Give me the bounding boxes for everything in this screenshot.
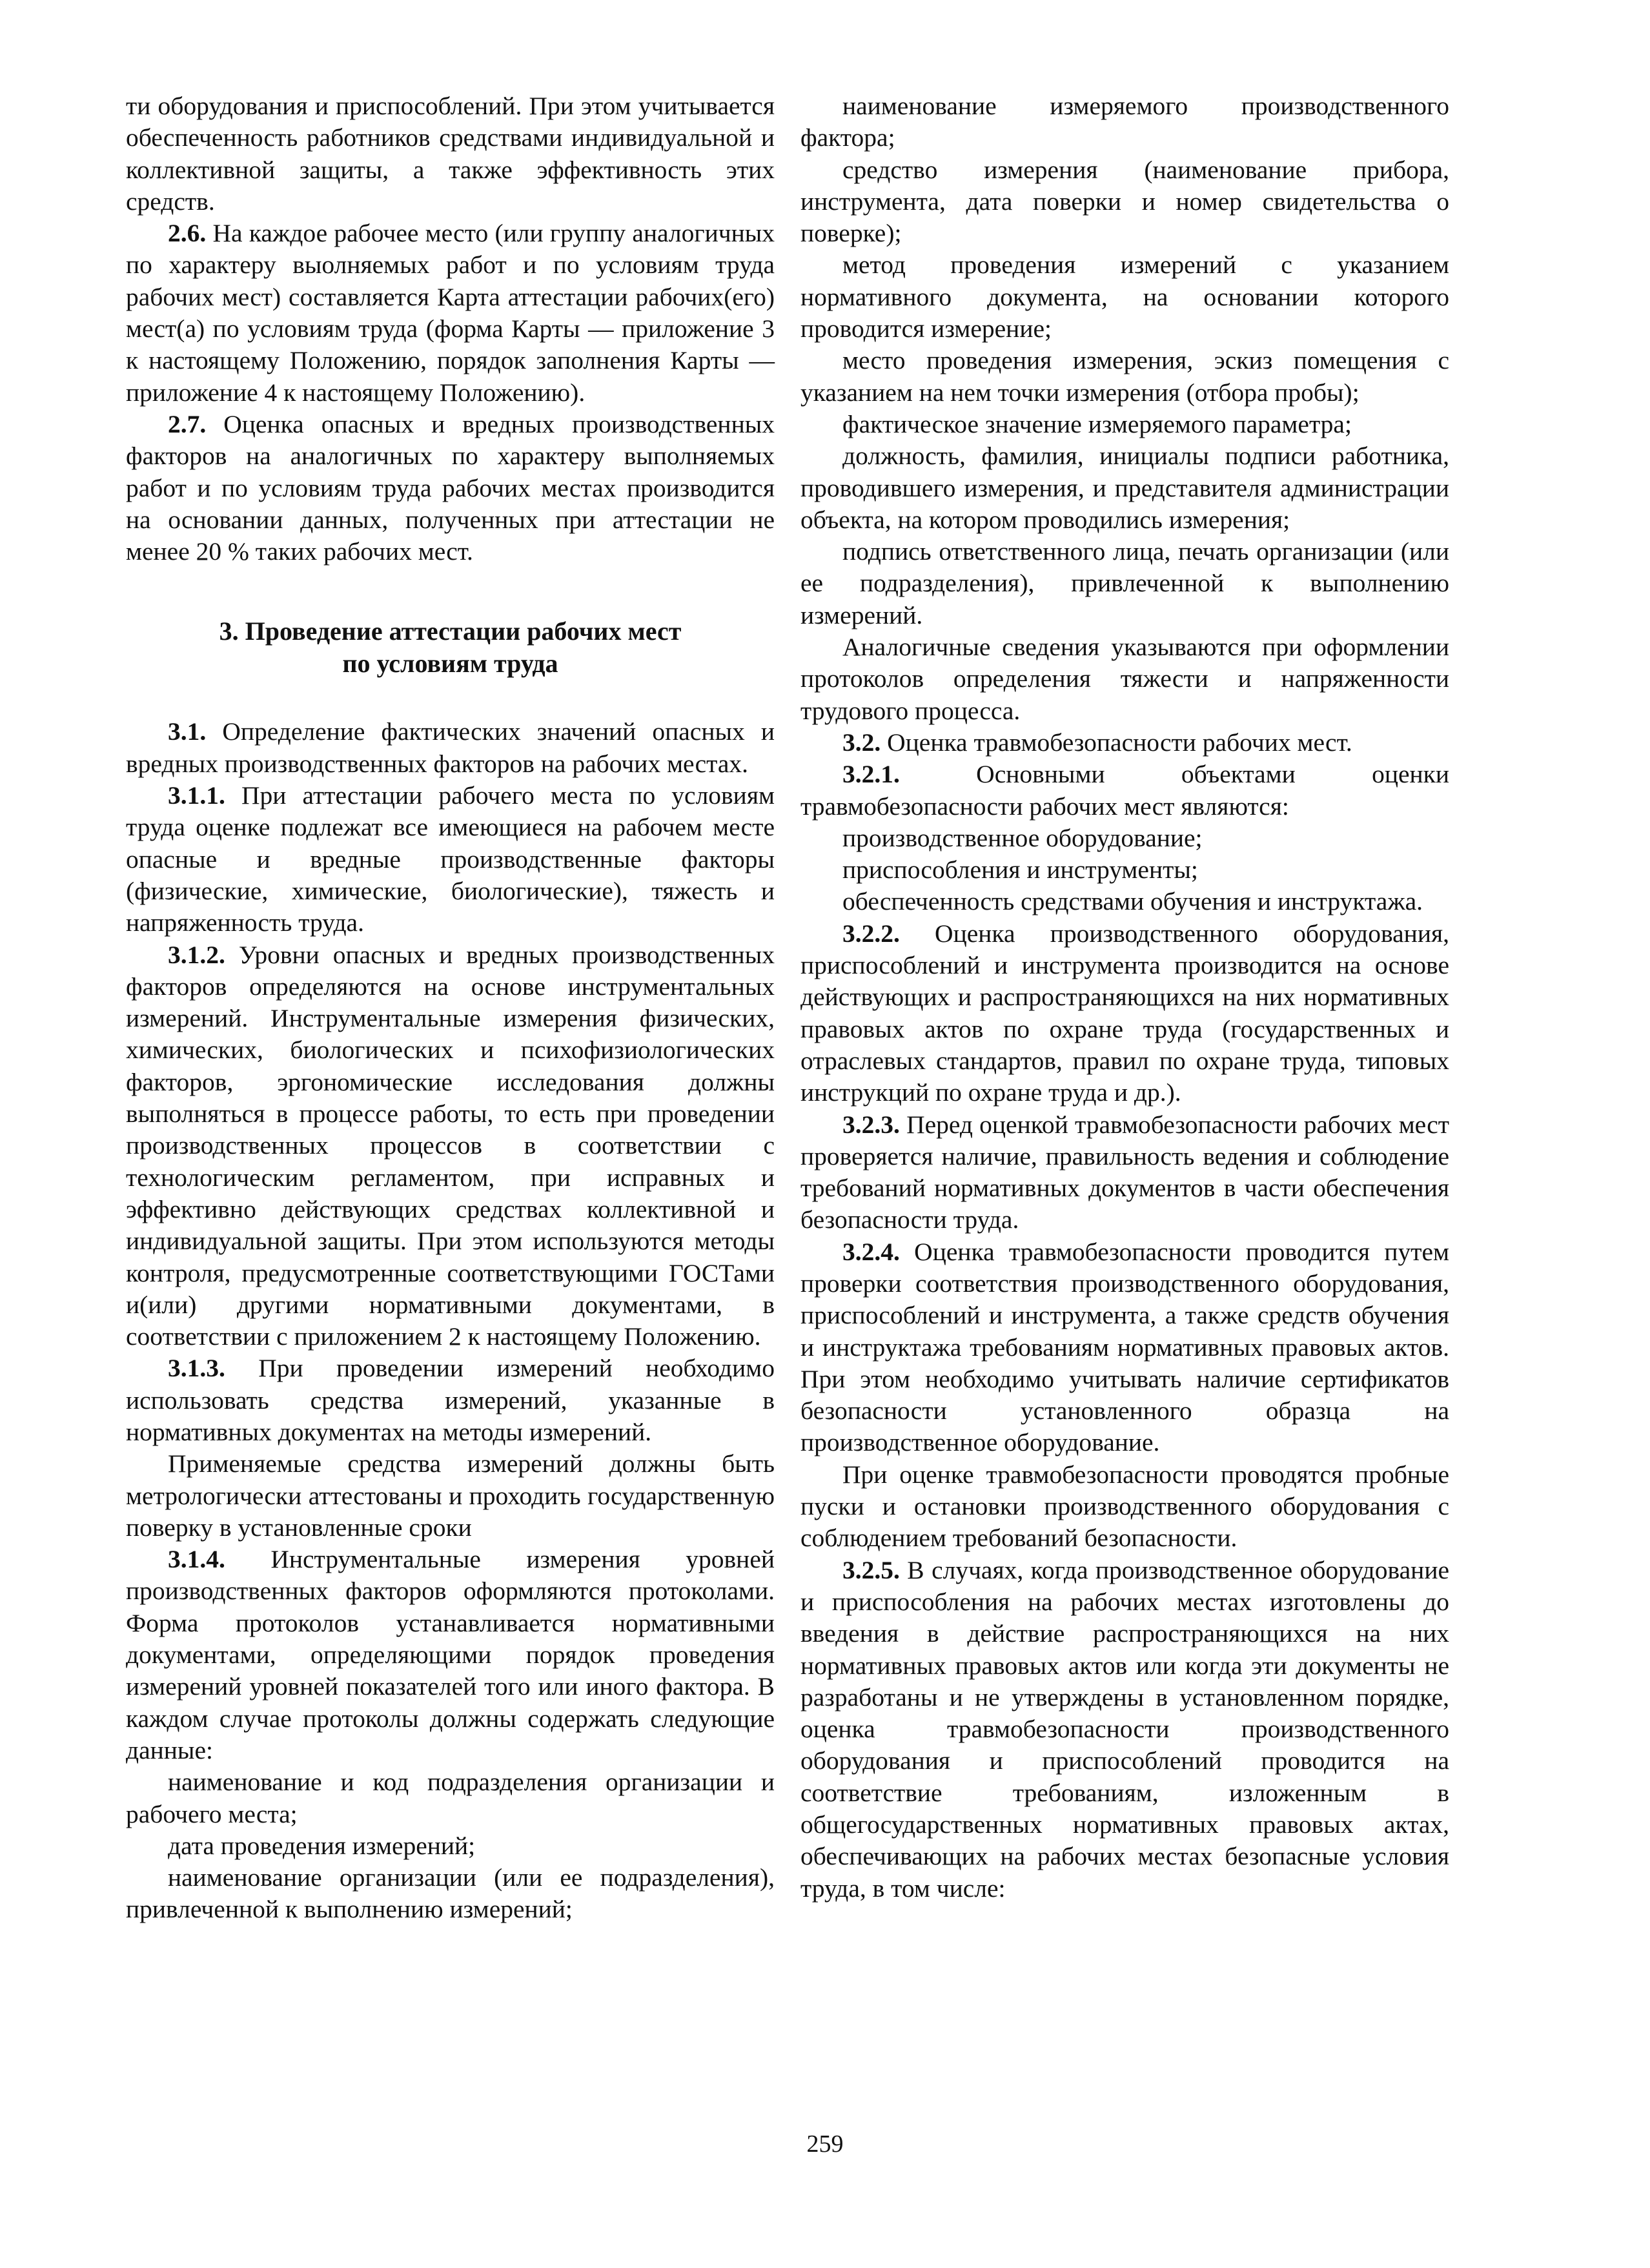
clause-text: Определение фактических значений опасных и вредных производственных факторов на рабочих местах. [126, 717, 775, 778]
clause-text: Основными объектами оценки травмобезопасности рабочих мест являются: [800, 760, 1449, 821]
paragraph-3-2-5 [800, 1555, 1449, 1905]
list-item-equipment: производственное оборудование; [842, 823, 1203, 852]
paragraph-3-2-2 [800, 918, 1449, 1109]
clause-text: При проведении измерений необходимо использовать средства измерений, указанные в нормативных документах на методы измерений. [126, 1354, 775, 1446]
clause-text: Оценка травмобезопасности проводится путем проверки соответствия производственного оборудования, приспособлений и инструмента, а также средств обучения и инструктажа требованиям нормативных правовых актов. При этом необходимо учитывать наличие сертификатов безопасности установленного образца на производственное оборудование. [800, 1237, 1449, 1457]
list-item-organization: наименование организации (или ее подразделения), привлеченной к выполнению измерений; [126, 1863, 775, 1924]
clause-text: Уровни опасных и вредных производственных факторов определяются на основе инструментальных измерений. Инструментальные измерения физических, химических, биологических и психофизиологических факторов, эргономические исследования должны выполняться в процессе работы, то есть при проведении производственных процессов в соответствии с технологическим регламентом, при исправных и эффективно действующих средствах коллективной и индивидуальной защиты. При этом используются методы контроля, предусмотренные соответствующими ГОСТами и(или) другими нормативными документами, в соответствии с приложением 2 к настоящему Положению. [126, 940, 775, 1351]
clause-number: 3.1.4. [168, 1545, 225, 1574]
paragraph-3-1-1 [126, 780, 775, 939]
list-item-actual-value: фактическое значение измеряемого параметра; [842, 409, 1352, 438]
list-item-factor-name: наименование измеряемого производственного фактора; [800, 92, 1449, 152]
clause-text: Перед оценкой травмобезопасности рабочих мест проверяется наличие, правильность ведения и соблюдение требований нормативных документов в части обеспечения безопасности труда. [800, 1110, 1449, 1234]
paragraph-3-1-3 [126, 1353, 775, 1448]
clause-number: 2.7. [168, 409, 207, 438]
section-heading-line-2: по условиям труда [342, 649, 558, 679]
list-item-date: дата проведения измерений; [168, 1831, 476, 1860]
clause-number: 3.2.2. [842, 919, 900, 948]
list-item-place: место проведения измерения, эскиз помещения с указанием на нем точки измерения (отбора пробы); [800, 346, 1449, 407]
clause-number: 3.2.4. [842, 1237, 900, 1266]
section-heading [126, 615, 775, 680]
paragraph-trial-runs: При оценке травмобезопасности проводятся пробные пуски и остановки производственного оборудования с соблюдением требований безопасности. [800, 1460, 1449, 1553]
clause-text: Оценка травмобезопасности рабочих мест. [881, 728, 1352, 757]
paragraph-3-1-4 [126, 1544, 775, 1766]
left-column [126, 90, 775, 1926]
page-number: 259 [806, 2130, 844, 2158]
clause-number: 3.1.1. [168, 781, 225, 810]
paragraph-3-1 [126, 716, 775, 780]
paragraph-2-6 [126, 218, 775, 409]
clause-text: В случаях, когда производственное оборудование и приспособления на рабочих местах изготовлены до введения в действие распространяющихся на них нормативных правовых актов или когда эти документы не разработаны и не утверждены в установленном порядке, оценка травмобезопасности производственного оборудования и приспособлений проводится на соответствие требованиям, изложенным в общегосударственных нормативных правовых актах, обеспечивающих на рабочих местах безопасные условия труда, в том числе: [800, 1555, 1449, 1903]
list-item-signature: подпись ответственного лица, печать организации (или ее подразделения), привлеченной к выполнению измерений. [800, 537, 1449, 629]
paragraph-3-1-2 [126, 939, 775, 1353]
list-item-position: должность, фамилия, инициалы подписи работника, проводившего измерения, и представителя администрации объекта, на котором проводились измерения; [800, 442, 1449, 534]
clause-number: 3.2.3. [842, 1110, 900, 1139]
clause-number: 3.1.2. [168, 940, 225, 969]
paragraph-measuring-means: Применяемые средства измерений должны быть метрологически аттестованы и проходить государственную поверку в установленные сроки [126, 1449, 775, 1542]
list-item-tools: приспособления и инструменты; [842, 855, 1198, 884]
clause-text: При аттестации рабочего места по условиям труда оценке подлежат все имеющиеся на рабочем месте опасные и вредные производственные факторы (физические, химические, биологические), тяжесть и напряженность труда. [126, 781, 775, 937]
clause-text: На каждое рабочее место (или группу аналогичных по характеру выолняемых работ и по условиям труда рабочих мест) составляется Карта аттестации рабочих(его) мест(а) по условиям труда (форма Карты — приложение 3 к настоящему Положению, порядок заполнения Карты — приложение 4 к настоящему Положению). [126, 219, 775, 407]
list-item-instrument: средство измерения (наименование прибора, инструмента, дата поверки и номер свидетельства о поверке); [800, 155, 1449, 248]
paragraph-continuation: ти оборудования и приспособлений. При этом учитывается обеспеченность работников средствами индивидуальной и коллективной защиты, а также эффективность этих средств. [126, 92, 775, 216]
paragraph-similar-info: Аналогичные сведения указываются при оформлении протоколов определения тяжести и напряженности трудового процесса. [800, 633, 1449, 725]
clause-number: 3.2. [842, 728, 881, 757]
clause-number: 3.1. [168, 717, 207, 746]
paragraph-3-2-4 [800, 1236, 1449, 1459]
clause-text: Инструментальные измерения уровней производственных факторов оформляются протоколами. Форма протоколов устанавливается нормативными документами, определяющими порядок проведения измерений уровней показателей того или иного фактора. В каждом случае протоколы должны содержать следующие данные: [126, 1545, 775, 1764]
list-item-method: метод проведения измерений с указанием нормативного документа, на основании которого проводится измерение; [800, 250, 1449, 343]
paragraph-3-2-3 [800, 1109, 1449, 1236]
clause-text: Оценка производственного оборудования, приспособлений и инструмента производится на основе действующих и распространяющихся на них нормативных правовых актов по охране труда (государственных и отраслевых стандартов, правил по охране труда, типовых инструкций по охране труда и др.). [800, 919, 1449, 1107]
paragraph-3-2 [800, 727, 1449, 759]
clause-number: 3.2.1. [842, 760, 900, 789]
paragraph-3-2-1 [800, 759, 1449, 822]
clause-number: 2.6. [168, 219, 207, 248]
list-item-subdivision: наименование и код подразделения организации и рабочего места; [126, 1768, 775, 1828]
clause-text: Оценка опасных и вредных производственных факторов на аналогичных по характеру выполняемых работ и по условиям труда рабочих местах производится на основании данных, полученных при аттестации не менее 20 % таких рабочих мест. [126, 409, 775, 566]
right-column [800, 90, 1449, 1905]
paragraph-2-7 [126, 409, 775, 567]
clause-number: 3.2.5. [842, 1555, 900, 1584]
section-heading-line-1: 3. Проведение аттестации рабочих мест [219, 617, 682, 646]
clause-number: 3.1.3. [168, 1354, 225, 1383]
list-item-training: обеспеченность средствами обучения и инструктажа. [842, 887, 1423, 916]
